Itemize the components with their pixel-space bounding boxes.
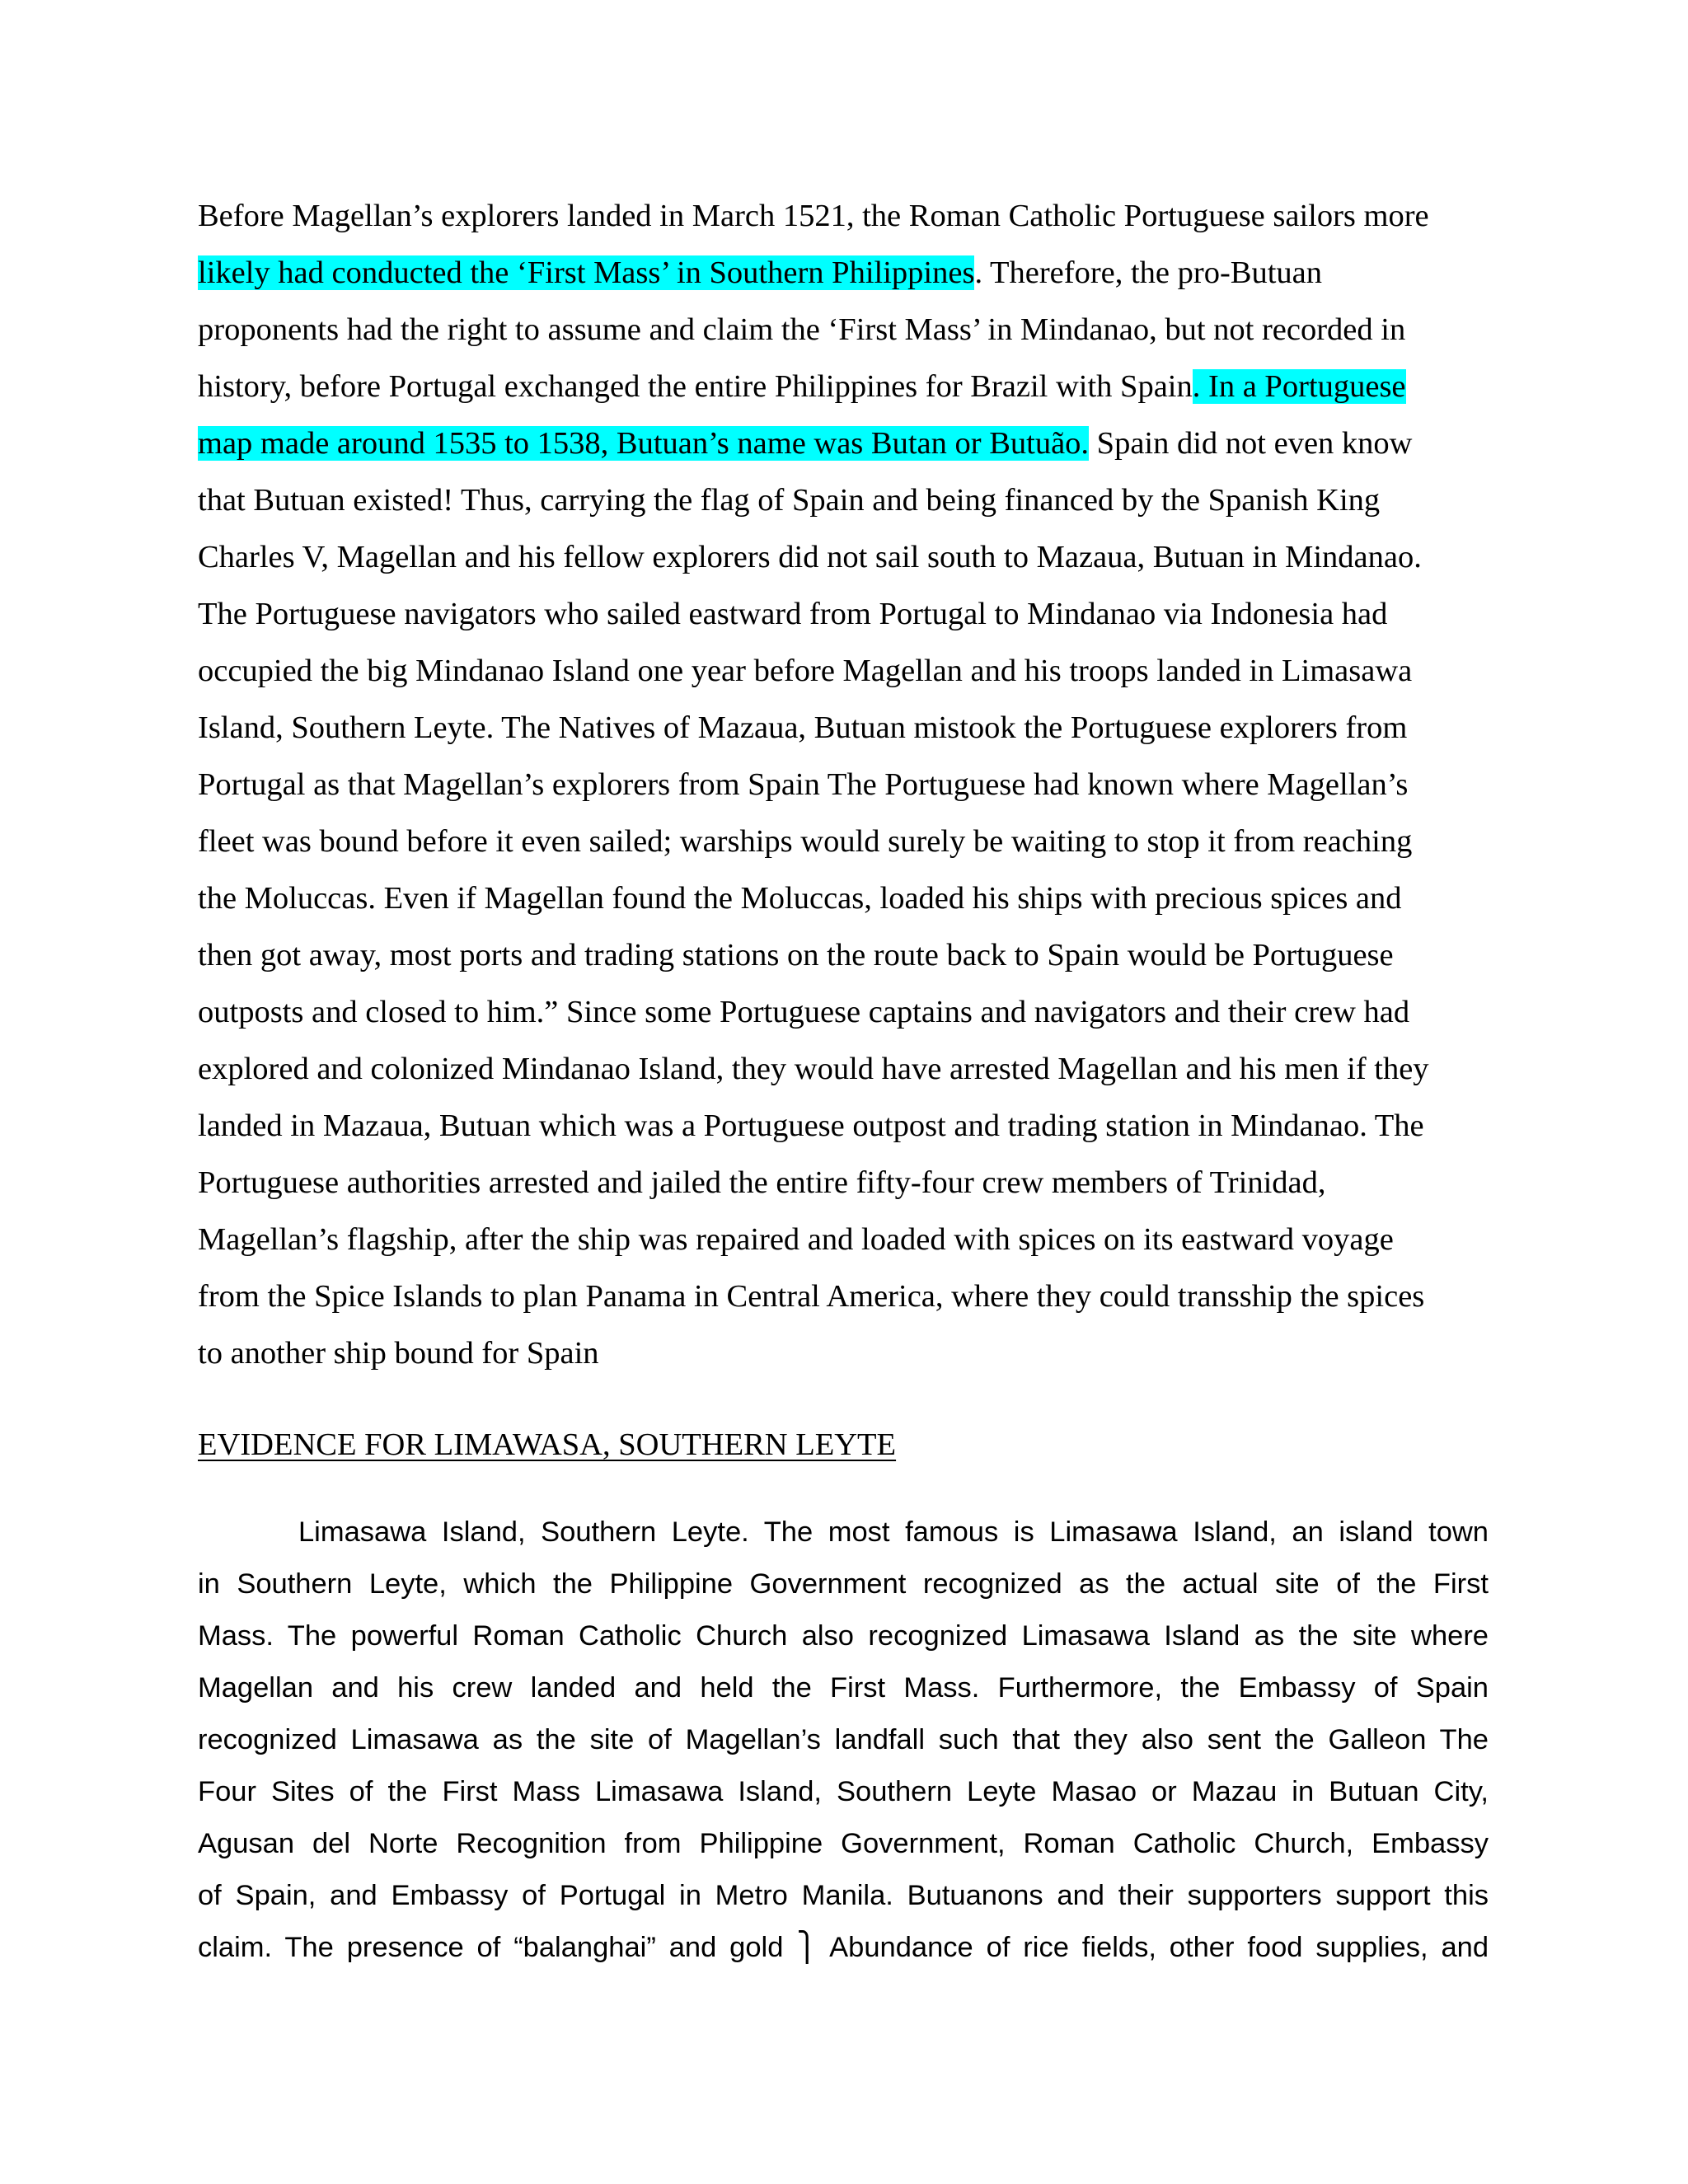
paragraph-1-line-13: the Moluccas. Even if Magellan found the Moluccas, loaded his ships with precious spices and (198, 881, 1402, 916)
paragraph-1-line-11: Portugal as that Magellan’s explorers from Spain The Portuguese had known where Magellan’s (198, 767, 1409, 802)
paragraph-1-line-21: to another ship bound for Spain (198, 1336, 599, 1371)
paragraph-1-line-19: Magellan’s flagship, after the ship was repaired and loaded with spices on its eastward voyage (198, 1222, 1394, 1257)
paragraph-2-line-6: Four Sites of the First Mass Limasawa Island, Southern Leyte Masao or Mazau in Butuan City, (198, 1776, 1489, 1807)
line-text: history, before Portugal exchanged the entire Philippines for Brazil with Spain (198, 369, 1193, 404)
paragraph-1-line-10: Island, Southern Leyte. The Natives of Mazaua, Butuan mistook the Portuguese explorers from (198, 710, 1408, 745)
paragraph-2-line-1: Limasawa Island, Southern Leyte. The most famous is Limasawa Island, an island town (298, 1516, 1489, 1548)
paragraph-1-line-3: proponents had the right to assume and claim the ‘First Mass’ in Mindanao, but not recorded in (198, 312, 1406, 347)
paragraph-1-line-5 (198, 415, 1412, 472)
paragraph-1-line-14: then got away, most ports and trading stations on the route back to Spain would be Portuguese (198, 938, 1394, 972)
paragraph-2-line-7: Agusan del Norte Recognition from Philippine Government, Roman Catholic Church, Embassy (198, 1828, 1489, 1859)
paragraph-1-line-20: from the Spice Islands to plan Panama in Central America, where they could transship the spices (198, 1279, 1425, 1314)
section-heading: EVIDENCE FOR LIMAWASA, SOUTHERN LEYTE (198, 1427, 897, 1462)
paragraph-1-line-15: outposts and closed to him.” Since some Portuguese captains and navigators and their crew had (198, 995, 1410, 1029)
paragraph-1-line-8: The Portuguese navigators who sailed eastward from Portugal to Mindanao via Indonesia had (198, 597, 1388, 631)
paragraph-1-line-2 (198, 245, 1322, 302)
paragraph-1-line-4 (198, 359, 1406, 415)
line-text: . Therefore, the pro-Butuan (974, 255, 1323, 290)
line-text: Abundance of rice fields, other food supplies, and (829, 1932, 1489, 1963)
paragraph-1-line-17: landed in Mazaua, Butuan which was a Portuguese outpost and trading station in Mindanao. The (198, 1108, 1424, 1143)
paragraph-1-line-16: explored and colonized Mindanao Island, they would have arrested Magellan and his men if they (198, 1052, 1429, 1086)
paragraph-1-line-12: fleet was bound before it even sailed; warships would surely be waiting to stop it from reaching (198, 824, 1413, 859)
line-text: claim. The presence of “balanghai” and gold (198, 1932, 784, 1963)
highlighted-text: . In a Portuguese (1192, 369, 1406, 404)
paragraph-1-line-18: Portuguese authorities arrested and jailed the entire fifty-four crew members of Trinidad, (198, 1165, 1326, 1200)
highlighted-text: map made around 1535 to 1538, Butuan’s name was Butan or Butuão. (198, 426, 1090, 461)
paragraph-2-line-4: Magellan and his crew landed and held the First Mass. Furthermore, the Embassy of Spain (198, 1672, 1489, 1704)
paragraph-1-line-6: that Butuan existed! Thus, carrying the flag of Spain and being financed by the Spanish King (198, 483, 1381, 518)
paragraph-2-line-8: of Spain, and Embassy of Portugal in Metro Manila. Butuanons and their supporters support this (198, 1880, 1489, 1911)
paragraph-1-line-9: occupied the big Mindanao Island one year before Magellan and his troops landed in Limasawa (198, 654, 1413, 688)
paragraph-2-line-3: Mass. The powerful Roman Catholic Church also recognized Limasawa Island as the site where (198, 1620, 1489, 1652)
paragraph-2-line-9 (198, 1922, 1489, 1974)
paragraph-2-line-2: in Southern Leyte, which the Philippine Government recognized as the actual site of the First (198, 1568, 1489, 1600)
paragraph-1-line-7: Charles V, Magellan and his fellow explorers did not sail south to Mazaua, Butuan in Mindanao. (198, 540, 1422, 574)
paragraph-2-line-5: recognized Limasawa as the site of Magellan’s landfall such that they also sent the Galleon The (198, 1724, 1489, 1755)
highlighted-text: likely had conducted the ‘First Mass’ in Southern Philippines (198, 255, 975, 290)
bracket-glyph: ⎫ (796, 1931, 818, 1964)
line-text: Spain did not even know (1089, 426, 1413, 461)
paragraph-1-line-1: Before Magellan’s explorers landed in March 1521, the Roman Catholic Portuguese sailors more (198, 199, 1429, 233)
